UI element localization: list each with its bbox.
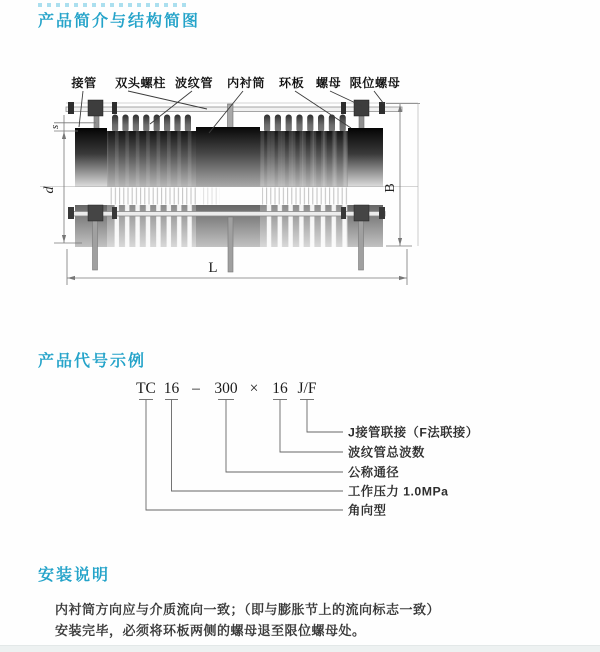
section-heading-intro: 产品简介与结构简图: [38, 13, 201, 30]
part-label-liner: 内衬筒: [226, 76, 266, 90]
code-token-connection: J/F: [297, 380, 317, 397]
callout-working-pressure: 工作压力 1.0MPa: [348, 484, 449, 499]
end-pipe-right: [348, 128, 383, 187]
code-token-times: ×: [249, 380, 259, 397]
lower-stud-center: [228, 217, 233, 272]
svg-text:s: s: [49, 124, 61, 130]
code-connectors: [146, 400, 343, 511]
svg-text:d: d: [42, 186, 57, 194]
end-pipe-left: [75, 128, 107, 187]
upper-half-section: [66, 100, 418, 187]
code-token-pressure: 16: [163, 380, 180, 397]
dimension-B: [383, 103, 420, 246]
section-hatching: [110, 188, 348, 205]
part-labels: [70, 75, 400, 90]
callout-angular-type: 角向型: [348, 503, 387, 518]
installation-instruction-2: 安装完毕，必须将环板两侧的螺母退至限位螺母处。: [55, 623, 366, 638]
lower-stud-left: [93, 217, 98, 270]
lower-tie-rod: [73, 212, 385, 217]
section-heading-installation: 安装说明: [38, 567, 111, 584]
section-heading-product-code: 产品代号示例: [38, 353, 147, 370]
code-tokens: [136, 380, 317, 397]
part-label-pipe: 接管: [71, 76, 97, 90]
page-bottom-strip: [0, 645, 600, 652]
part-label-limit-nut: 限位螺母: [349, 76, 401, 90]
liner-pin: [228, 104, 234, 130]
svg-text:B: B: [383, 183, 398, 193]
callout-connection: J接管联接（F法联接）: [348, 425, 479, 440]
code-token-diameter: 300: [214, 380, 238, 397]
code-callout-labels: [348, 425, 479, 518]
callout-wave-count: 波纹管总波数: [348, 445, 425, 460]
dimension-L: [67, 249, 407, 285]
inner-liner-cover: [196, 127, 260, 187]
callout-nominal-diameter: 公称通径: [348, 465, 400, 480]
part-label-stud: 双头螺柱: [115, 76, 166, 90]
part-label-bellows: 波纹管: [174, 76, 214, 90]
code-token-dash: –: [192, 380, 200, 397]
code-token-type: TC: [136, 380, 156, 397]
installation-instruction-1: 内衬筒方向应与介质流向一致；（即与膨胀节上的流向标志一致）: [55, 602, 441, 617]
lower-stud-right: [359, 217, 364, 270]
part-label-ring-plate: 环板: [278, 76, 305, 90]
code-token-waves: 16: [272, 380, 288, 397]
structure-diagram: [30, 60, 440, 300]
product-code-diagram: [120, 378, 540, 523]
svg-text:L: L: [208, 260, 218, 276]
part-label-nut: 螺母: [315, 76, 342, 90]
clipped-text-remnant: [38, 3, 188, 7]
lower-half-section: [68, 205, 385, 272]
